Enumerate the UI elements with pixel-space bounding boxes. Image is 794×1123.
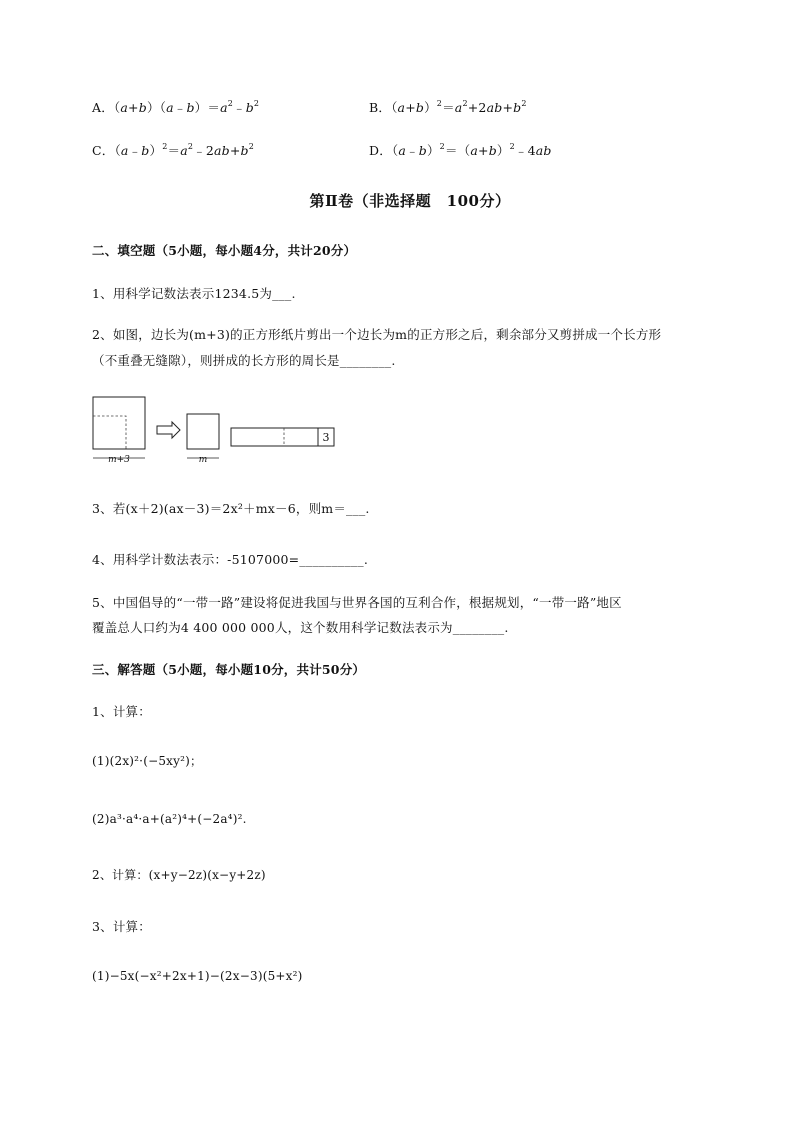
fill-question-5-line2: 覆盖总人口约为4 400 000 000人，这个数用科学记数法表示为________. bbox=[92, 620, 509, 635]
section-title: 第Ⅱ卷（非选择题 100分） bbox=[309, 192, 511, 210]
answer-question-1: 1、计算： bbox=[92, 704, 151, 719]
fill-question-5-line1: 5、中国倡导的“一带一路”建设将促进我国与世界各国的互利合作，根据规划，“一带一路”地区 bbox=[92, 595, 622, 610]
option-c: C．$(a﹣b)^2=a^2﹣2ab+b^2$ bbox=[92, 142, 255, 158]
label-m-plus-3: m+3 bbox=[108, 455, 130, 465]
arrow-icon bbox=[157, 422, 180, 438]
fill-question-4: 4、用科学计数法表示：-5107000=__________. bbox=[92, 552, 368, 567]
long-rectangle bbox=[231, 428, 334, 446]
answer-question-1-part2: (2)a³·a⁴·a+(a²)⁴+(−2a⁴)². bbox=[92, 812, 247, 826]
cut-line bbox=[93, 416, 126, 449]
fill-question-1: 1、用科学记数法表示1234.5为___. bbox=[92, 286, 296, 301]
large-square bbox=[93, 397, 145, 449]
option-a: A．$(a+b)(a﹣b)=a^2﹣b^2$ bbox=[92, 99, 260, 115]
answer-question-3-part1: (1)−5x(−x²+2x+1)−(2x−3)(5+x²) bbox=[92, 969, 303, 983]
fill-section-header: 二、填空题（5小题，每小题4分，共计20分） bbox=[92, 243, 357, 258]
answer-section-header: 三、解答题（5小题，每小题10分，共计50分） bbox=[92, 662, 366, 677]
option-b: B．$(a+b)^2=a^2+2ab+b^2$ bbox=[369, 99, 527, 115]
fill-question-2-line2: （不重叠无缝隙），则拼成的长方形的周长是________. bbox=[92, 353, 396, 368]
small-square bbox=[187, 414, 219, 449]
label-m: m bbox=[198, 455, 208, 465]
fill-question-3: 3、若(x＋2)(ax－3)＝2x²＋mx－6，则m＝___. bbox=[92, 501, 370, 516]
option-d: D．$(a﹣b)^2=(a+b)^2﹣4ab$ bbox=[369, 142, 552, 158]
answer-question-2: 2、计算：(x+y−2z)(x−y+2z) bbox=[92, 868, 266, 882]
square-cutting-figure bbox=[92, 396, 352, 466]
answer-question-1-part1: (1)(2x)²·(−5xy²)； bbox=[92, 754, 203, 768]
label-3: 3 bbox=[322, 431, 330, 444]
answer-question-3: 3、计算： bbox=[92, 919, 151, 934]
fill-question-2-line1: 2、如图，边长为(m+3)的正方形纸片剪出一个边长为m的正方形之后，剩余部分又剪拼成一个长方形 bbox=[92, 327, 662, 342]
